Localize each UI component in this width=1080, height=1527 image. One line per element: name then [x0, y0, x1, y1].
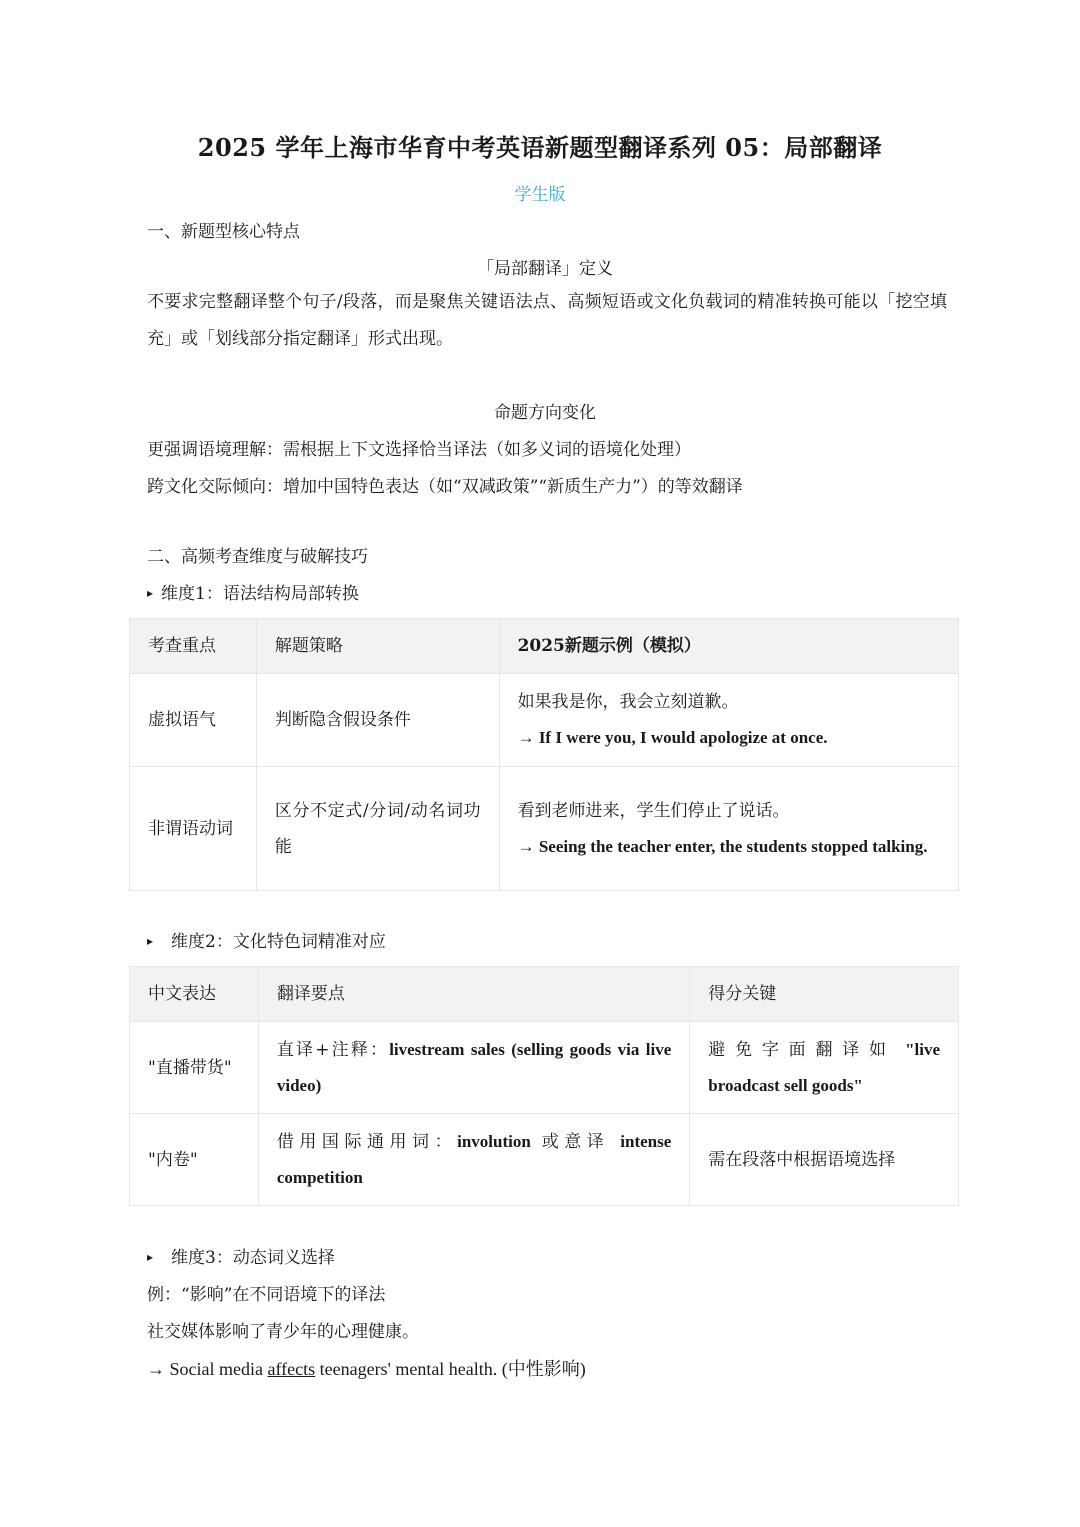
table-row — [130, 674, 959, 767]
direction-title: 命题方向变化 — [494, 403, 596, 423]
key-prefix: 避免字面翻译如 — [708, 1039, 896, 1060]
triangle-bullet-icon: ▸ — [147, 586, 154, 600]
triangle-bullet-icon: ▸ — [147, 934, 154, 948]
point-prefix: 借用国际通用词： — [276, 1131, 458, 1152]
table-row — [130, 1022, 959, 1114]
example-cn: 如果我是你，我会立刻道歉。 — [517, 692, 739, 712]
point-prefix: 直译+注释： — [276, 1039, 390, 1060]
culture-table — [129, 966, 959, 1206]
direction-line-2: 跨文化交际倾向：增加中国特色表达（如“双减政策”“新质生产力”）的等效翻译 — [147, 477, 743, 497]
table-row — [130, 767, 959, 891]
header-cell: 得分关键 — [690, 967, 959, 1022]
sentence-en-pre: → Social media — [147, 1359, 268, 1379]
point-cell — [258, 1114, 689, 1206]
header-cell: 解题策略 — [256, 619, 499, 674]
dim3-example-label: 例：“影响”在不同语境下的译法 — [147, 1285, 386, 1305]
expr-cell: "直播带货" — [130, 1022, 259, 1114]
dim2-heading — [147, 927, 386, 952]
key-en: "live broadcast sell goods" — [708, 1039, 940, 1095]
dim1-heading — [147, 579, 359, 604]
example-cell — [499, 767, 958, 891]
point-en: involution — [457, 1131, 531, 1151]
point-mid: 或意译 — [530, 1131, 621, 1152]
example-en: → Seeing the teacher enter, the students stopped talking. — [517, 836, 928, 856]
expr-cell: "内卷" — [130, 1114, 259, 1206]
example-cell — [499, 674, 958, 767]
header-cell: 考查重点 — [130, 619, 257, 674]
header-cell: 翻译要点 — [258, 967, 689, 1022]
dim3-heading — [147, 1243, 335, 1268]
dim3-title: 维度3：动态词义选择 — [171, 1248, 335, 1268]
page-title: 2025 学年上海市华育中考英语新题型翻译系列 05：局部翻译 — [197, 133, 883, 162]
table-row — [130, 1114, 959, 1206]
header-cell: 2025新题示例（模拟） — [499, 619, 958, 674]
sentence-en-post: teenagers' mental health. (中性影响) — [315, 1359, 586, 1379]
point-en: livestream sales (selling goods via live video) — [276, 1039, 672, 1095]
section2-heading: 二、高频考查维度与破解技巧 — [147, 547, 368, 567]
table-header-row — [130, 619, 959, 674]
focus-cell: 非谓语动词 — [130, 767, 257, 891]
page-subtitle: 学生版 — [514, 185, 566, 205]
example-en: → If I were you, I would apologize at once. — [517, 728, 828, 747]
header-cell: 中文表达 — [130, 967, 259, 1022]
table-header-row — [130, 967, 959, 1022]
example-cn: 看到老师进来，学生们停止了说话。 — [517, 800, 790, 821]
dim3-sentence-cn: 社交媒体影响了青少年的心理健康。 — [147, 1322, 419, 1342]
strategy-cell: 区分不定式/分词/动名词功能 — [256, 767, 499, 891]
dim1-title: 维度1：语法结构局部转换 — [161, 584, 359, 604]
key-cell: 需在段落中根据语境选择 — [690, 1114, 959, 1206]
triangle-bullet-icon: ▸ — [147, 1250, 154, 1264]
point-en-2: intense competition — [276, 1131, 672, 1187]
strategy-cell: 判断隐含假设条件 — [256, 674, 499, 767]
direction-line-1: 更强调语境理解：需根据上下文选择恰当译法（如多义词的语境化处理） — [147, 440, 691, 460]
focus-cell: 虚拟语气 — [130, 674, 257, 767]
dim2-title: 维度2：文化特色词精准对应 — [171, 932, 386, 952]
dim3-sentence-en — [147, 1355, 586, 1381]
point-cell — [258, 1022, 689, 1114]
grammar-table — [129, 618, 959, 891]
key-cell — [690, 1022, 959, 1114]
section1-heading: 一、新题型核心特点 — [147, 222, 300, 242]
sentence-en-keyword: affects — [267, 1359, 316, 1379]
definition-text: 不要求完整翻译整个句子/段落，而是聚焦关键语法点、高频短语或文化负载词的精准转换可能以「挖空填充」或「划线部分指定翻译」形式出现。 — [147, 292, 947, 349]
definition-title: 「局部翻译」定义 — [477, 259, 613, 279]
